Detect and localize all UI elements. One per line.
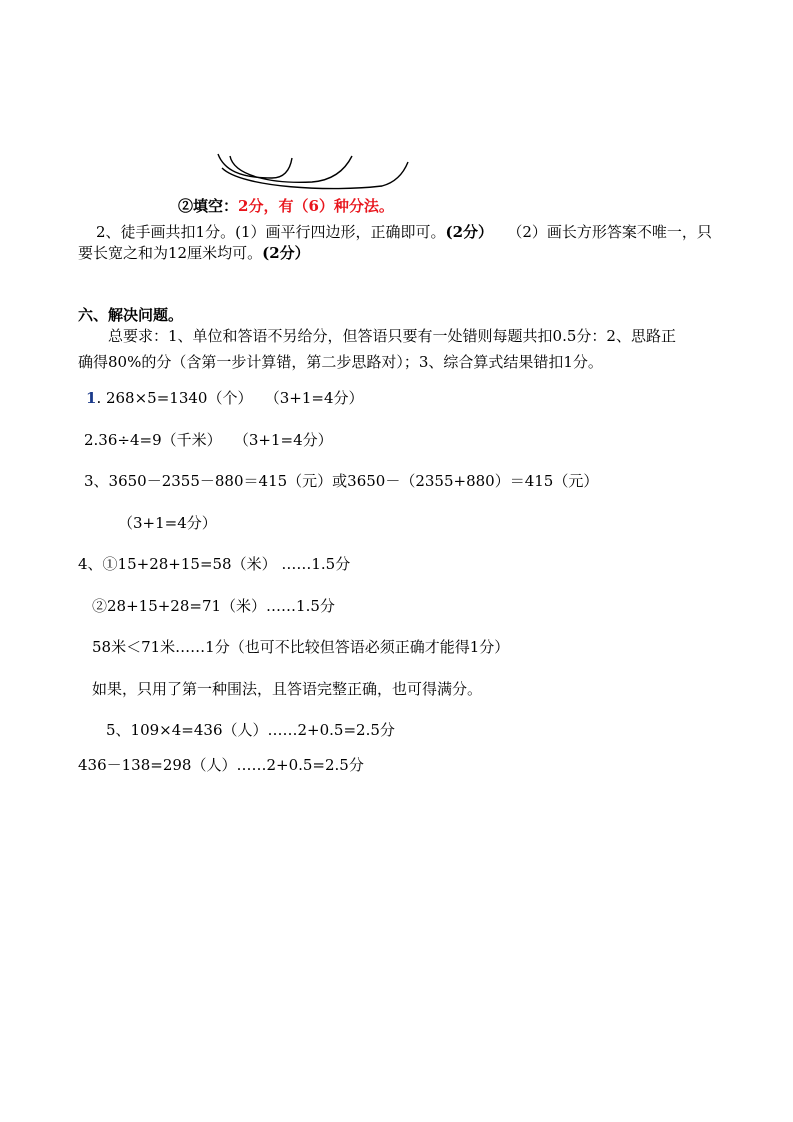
fill-in-line (178, 196, 394, 216)
answer-2: 2.36÷4=9（千米） （3+1=4分） (84, 431, 333, 449)
answer-5-line-2: 436－138=298（人）……2+0.5=2.5分 (78, 756, 364, 774)
answer-4-line-3: 58米＜71米……1分（也可不比较但答语必须正确才能得1分） (92, 638, 510, 656)
answer-4-line-1: 4、①15+28+15=58（米） ……1.5分 (78, 555, 351, 573)
hand-drawn-curves-icon (212, 148, 412, 196)
answer-1-text: . 268×5=1340（个） （3+1=4分） (96, 389, 364, 407)
answer-1 (86, 388, 364, 408)
drawing-note-text-2: 要长宽之和为12厘米均可。 (78, 244, 263, 262)
fill-answer: 2分，有（6）种分法。 (238, 197, 394, 215)
section-heading: 六、解决问题。 (78, 306, 184, 324)
answer-1-number: 1 (86, 389, 97, 407)
drawing-note-mid: （2）画长方形答案不唯一，只 (507, 223, 712, 241)
answer-4-line-4: 如果，只用了第一种围法，且答语完整正确，也可得满分。 (92, 680, 483, 698)
requirement-line-2: 确得80%的分（含第一步计算错，第二步思路对）；3、综合算式结果错扣1分。 (78, 353, 603, 371)
drawing-note-score-2: (2分） (262, 244, 310, 262)
requirement-line-1: 总要求：1、单位和答语不另给分，但答语只要有一处错则每题共扣0.5分：2、思路正 (108, 327, 676, 345)
drawing-note-line-2 (78, 243, 310, 263)
fill-label: ②填空： (178, 197, 239, 215)
answer-3: 3、3650－2355－880＝415（元）或3650－（2355+880）＝415（元） (84, 472, 599, 490)
answer-3-score: （3+1=4分） (118, 514, 217, 532)
drawing-note-text: 2、徒手画共扣1分。(1）画平行四边形，正确即可。 (96, 223, 446, 241)
answer-5-line-1: 5、109×4=436（人）……2+0.5=2.5分 (106, 721, 395, 739)
answer-4-line-2: ②28+15+28=71（米）……1.5分 (92, 597, 335, 615)
drawing-note-line (96, 222, 712, 242)
drawing-note-score: (2分） (445, 223, 494, 241)
